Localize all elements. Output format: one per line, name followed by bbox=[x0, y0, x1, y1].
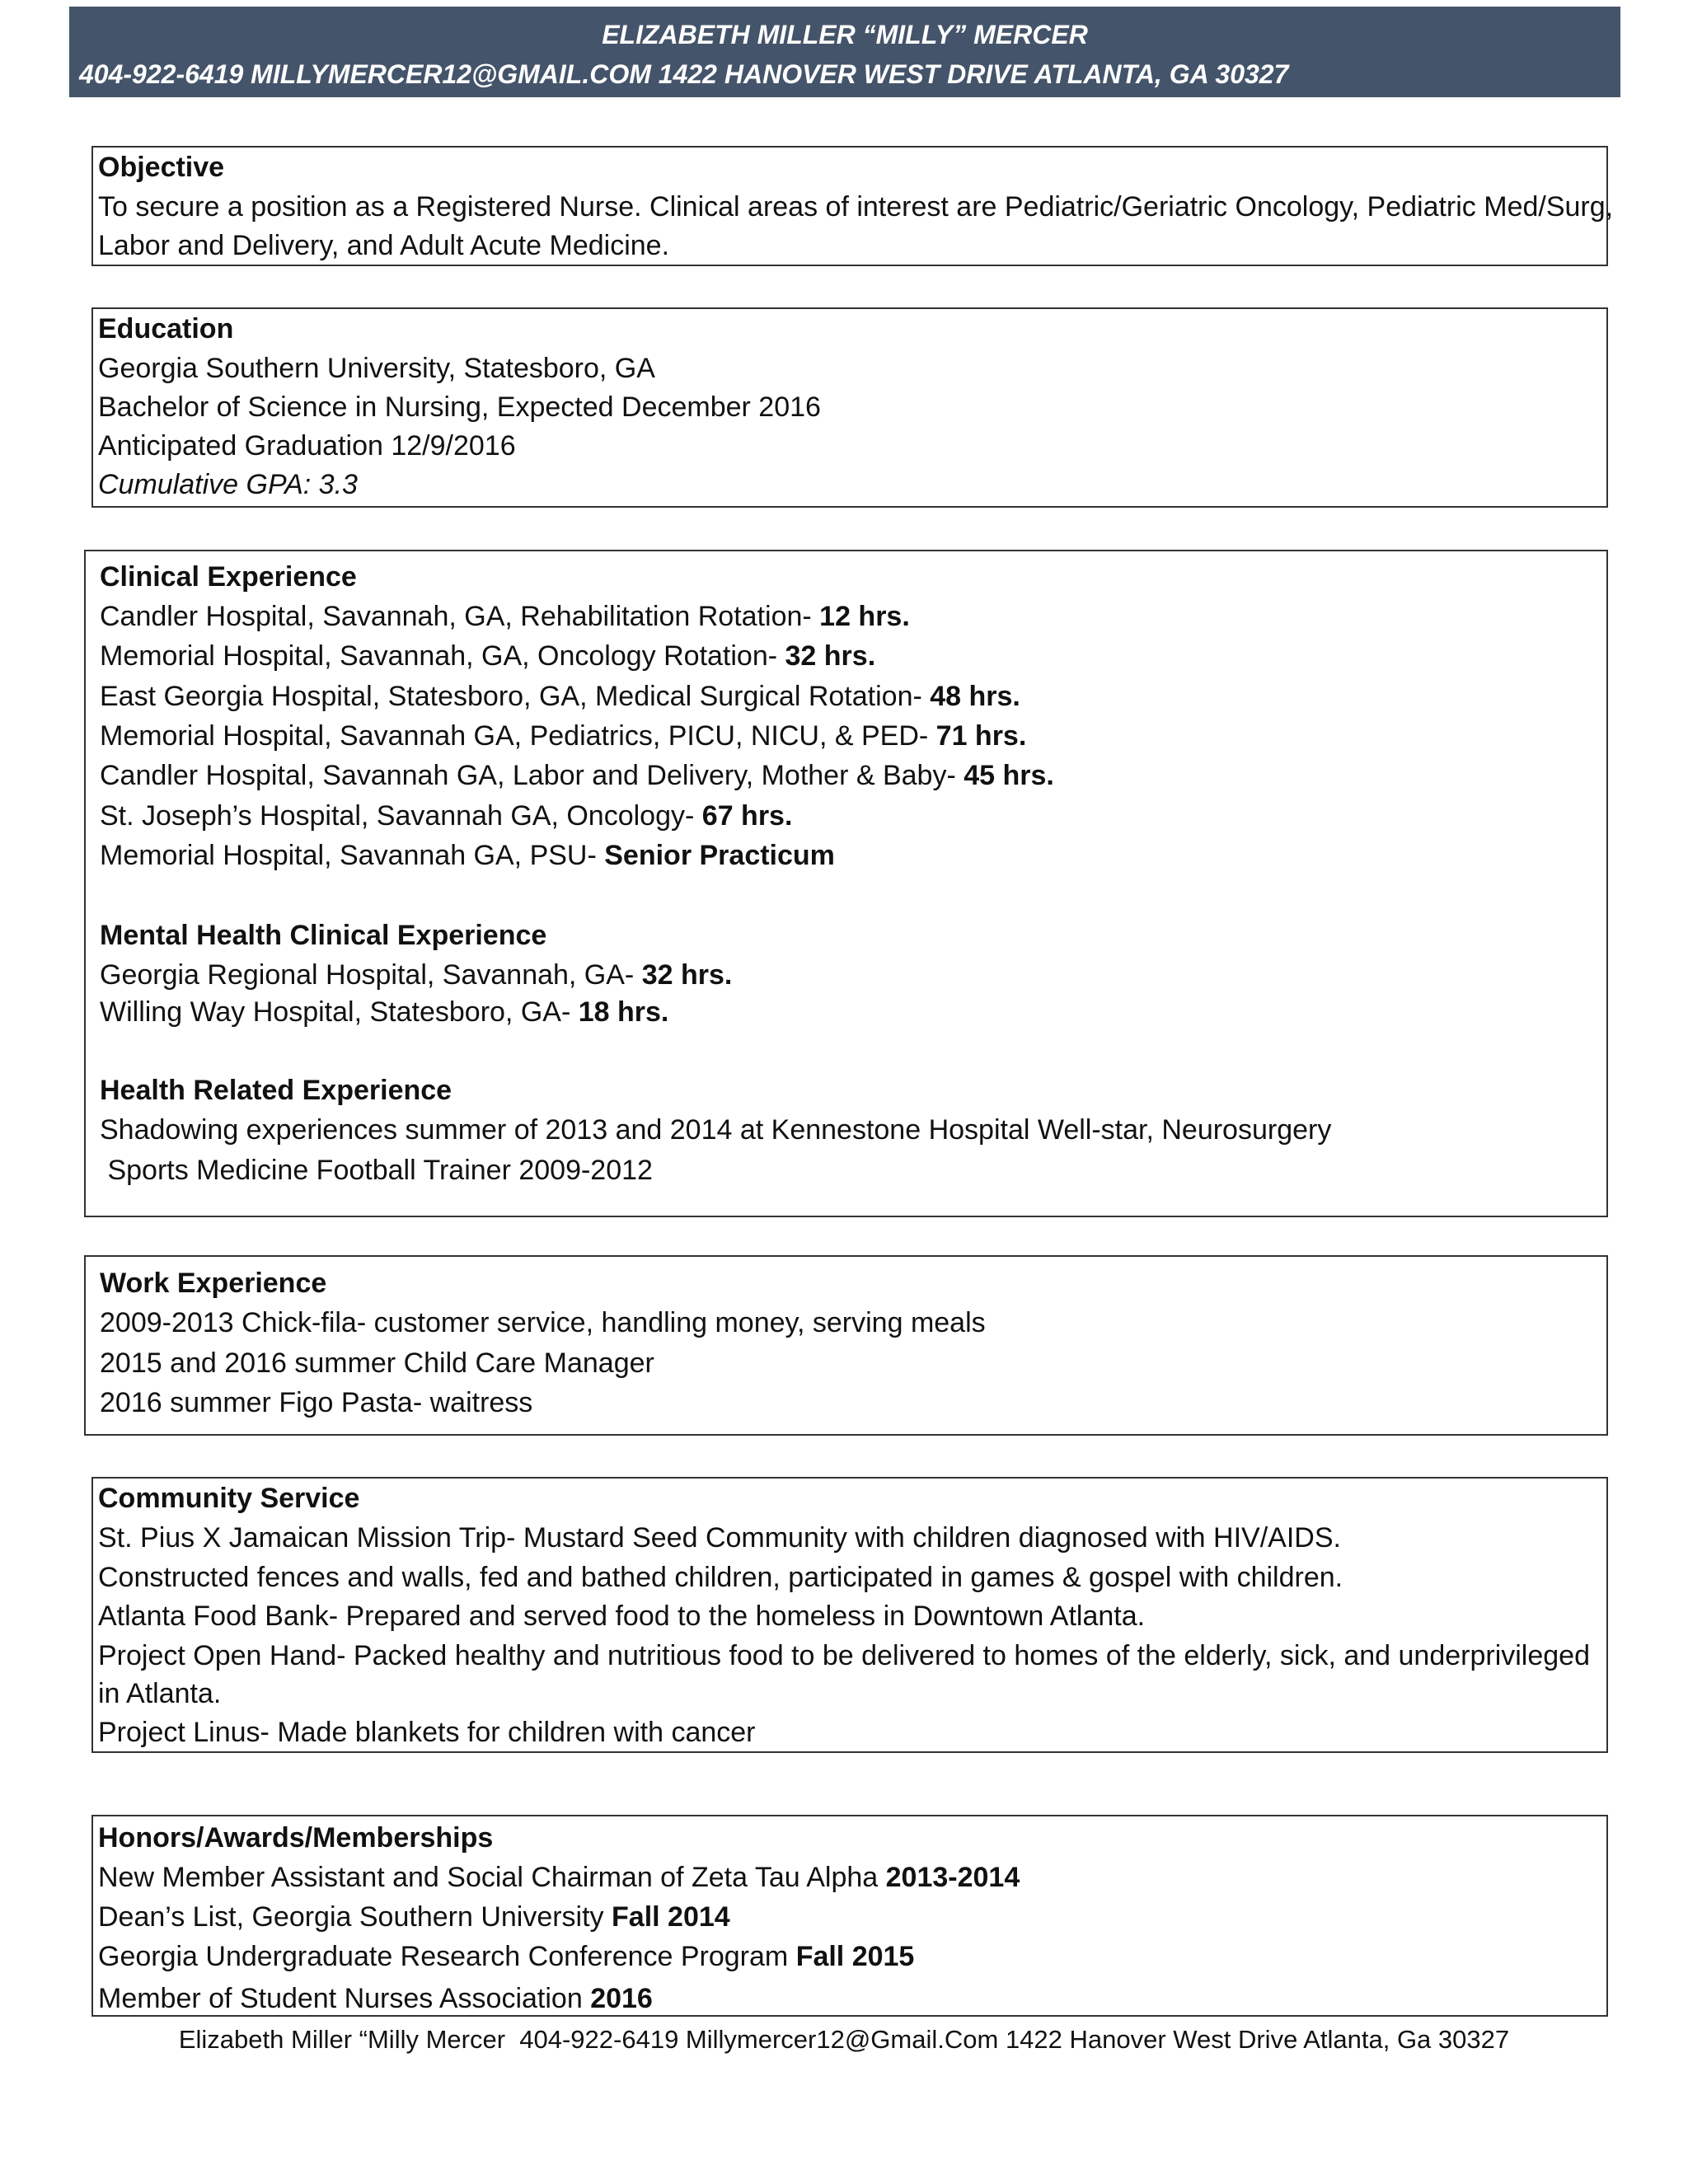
education-heading: Education bbox=[98, 313, 234, 344]
health-related-heading: Health Related Experience bbox=[100, 1075, 452, 1106]
education-degree: Bachelor of Science in Nursing, Expected December 2016 bbox=[98, 391, 821, 423]
honors-item: Georgia Undergraduate Research Conference Program Fall 2015 bbox=[98, 1941, 915, 1972]
community-item: Project Open Hand- Packed healthy and nutritious food to be delivered to homes of the elderly, sick, and underprivileged bbox=[98, 1640, 1591, 1671]
footer-contact: Elizabeth Miller “Milly Mercer 404-922-6419 Millymercer12@Gmail.Com 1422 Hanover West Drive Atlanta, Ga 30327 bbox=[178, 2025, 1510, 2054]
clinical-item: Memorial Hospital, Savannah, GA, Oncology Rotation- 32 hrs. bbox=[100, 640, 876, 672]
clinical-item: East Georgia Hospital, Statesboro, GA, Medical Surgical Rotation- 48 hrs. bbox=[100, 681, 1020, 712]
education-section bbox=[91, 307, 1608, 508]
clinical-item: Candler Hospital, Savannah GA, Labor and Delivery, Mother & Baby- 45 hrs. bbox=[100, 760, 1054, 791]
contact-line: 404-922-6419 MILLYMERCER12@GMAIL.COM 1422 HANOVER WEST DRIVE ATLANTA, GA 30327 bbox=[79, 59, 1289, 89]
work-heading: Work Experience bbox=[100, 1268, 327, 1299]
education-graduation: Anticipated Graduation 12/9/2016 bbox=[98, 430, 516, 462]
objective-section bbox=[91, 146, 1614, 266]
community-item: Atlanta Food Bank- Prepared and served food to the homeless in Downtown Atlanta. bbox=[98, 1601, 1146, 1632]
honors-item: Dean’s List, Georgia Southern University Fall 2014 bbox=[98, 1901, 730, 1933]
candidate-name: ELIZABETH MILLER “MILLY” MERCER bbox=[602, 20, 1088, 49]
honors-section bbox=[91, 1815, 1608, 2017]
community-item: Project Linus- Made blankets for children with cancer bbox=[98, 1717, 756, 1748]
objective-text-line: Labor and Delivery, and Adult Acute Medicine. bbox=[98, 230, 670, 261]
mental-health-heading: Mental Health Clinical Experience bbox=[100, 920, 547, 951]
mental-health-item: Willing Way Hospital, Statesboro, GA- 18 hrs. bbox=[100, 996, 669, 1028]
clinical-item: St. Joseph’s Hospital, Savannah GA, Oncology- 67 hrs. bbox=[100, 800, 793, 832]
objective-text-line: To secure a position as a Registered Nurse. Clinical areas of interest are Pediatric/Geriatric Oncology, Pediatric Med/Surg, bbox=[98, 191, 1614, 223]
education-school: Georgia Southern University, Statesboro, GA bbox=[98, 353, 655, 384]
work-experience-section bbox=[84, 1255, 1608, 1436]
clinical-item: Candler Hospital, Savannah, GA, Rehabilitation Rotation- 12 hrs. bbox=[100, 601, 910, 632]
clinical-heading: Clinical Experience bbox=[100, 561, 357, 593]
work-item: 2015 and 2016 summer Child Care Manager bbox=[100, 1347, 654, 1379]
community-service-section bbox=[91, 1477, 1608, 1753]
work-item: 2009-2013 Chick-fila- customer service, handling money, serving meals bbox=[100, 1307, 986, 1338]
honors-heading: Honors/Awards/Memberships bbox=[98, 1822, 494, 1854]
community-item: St. Pius X Jamaican Mission Trip- Mustard Seed Community with children diagnosed with HIV/AIDS. bbox=[98, 1522, 1341, 1554]
resume-header bbox=[69, 7, 1620, 97]
education-gpa: Cumulative GPA: 3.3 bbox=[98, 469, 358, 500]
community-item: Constructed fences and walls, fed and bathed children, participated in games & gospel with children. bbox=[98, 1562, 1343, 1593]
health-related-item: Sports Medicine Football Trainer 2009-2012 bbox=[100, 1155, 653, 1186]
health-related-item: Shadowing experiences summer of 2013 and 2014 at Kennestone Hospital Well-star, Neurosurgery bbox=[100, 1114, 1332, 1146]
honors-item: New Member Assistant and Social Chairman of Zeta Tau Alpha 2013-2014 bbox=[98, 1862, 1020, 1893]
work-item: 2016 summer Figo Pasta- waitress bbox=[100, 1387, 533, 1418]
community-item: in Atlanta. bbox=[98, 1678, 222, 1709]
community-heading: Community Service bbox=[98, 1483, 360, 1514]
mental-health-item: Georgia Regional Hospital, Savannah, GA- 32 hrs. bbox=[100, 959, 733, 991]
clinical-item: Memorial Hospital, Savannah GA, Pediatrics, PICU, NICU, & PED- 71 hrs. bbox=[100, 720, 1027, 752]
objective-heading: Objective bbox=[98, 152, 225, 183]
clinical-item: Memorial Hospital, Savannah GA, PSU- Senior Practicum bbox=[100, 840, 835, 871]
clinical-experience-section bbox=[84, 550, 1608, 1217]
honors-item: Member of Student Nurses Association 2016 bbox=[98, 1983, 653, 2014]
